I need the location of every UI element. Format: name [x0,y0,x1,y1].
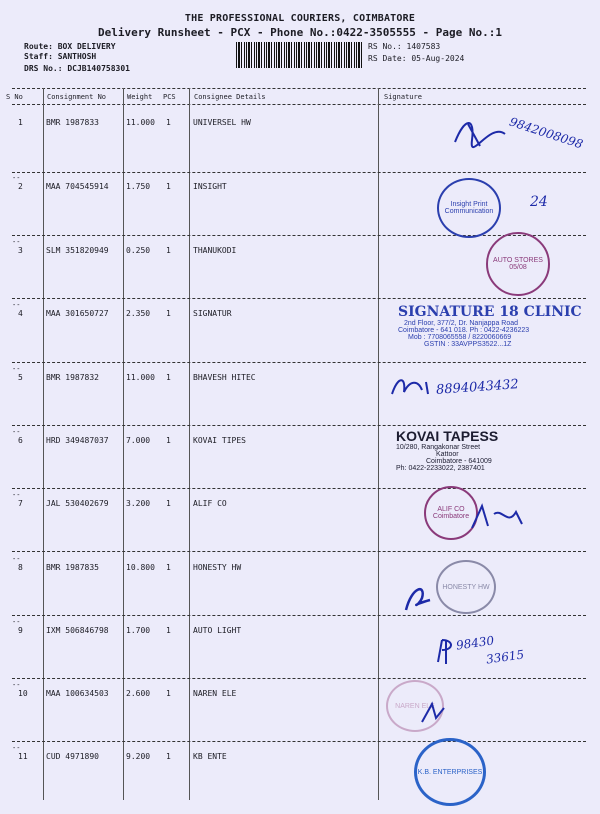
row-weight: 3.200 [126,499,151,508]
kb-enterprises-stamp: K.B. ENTERPRISES [414,738,486,806]
header-top-rule [12,88,586,89]
kovai-line1: 10/280, Rangakonar Street [396,444,481,451]
auto-stores-stamp-date: 05/08 [509,264,527,271]
rs-date: RS Date: 05-Aug-2024 [368,54,465,63]
row-consignment: CUD 4971890 [46,752,99,761]
row-weight: 11.000 [126,373,155,382]
row-rule [12,678,586,679]
row-consignment: BMR 1987835 [46,563,99,572]
col-header-consignment: Consignment No [47,93,107,101]
signature-scribble [468,500,528,534]
signature-scribble [418,698,448,726]
row-consignment: MAA 301650727 [46,309,109,318]
row-sno: 4 [18,309,23,318]
row-consignee: HONESTY HW [193,563,242,572]
clinic-line4: GSTIN : 33AVPPS3522...1Z [424,341,512,348]
staff-label: Staff: SANTHOSH [24,52,97,61]
company-title: THE PROFESSIONAL COURIERS, COIMBATORE [184,13,416,24]
row-consignment: SLM 351820949 [46,246,109,255]
row-weight: 1.700 [126,626,151,635]
signature-clinic-stamp [398,304,582,348]
row-rule [12,298,586,299]
row-pcs: 1 [166,563,171,572]
insight-stamp: Insight Print Communication [437,178,501,238]
row-dash-marker: -- [12,174,21,182]
row-consignment: BMR 1987833 [46,118,99,127]
row-consignee: KB ENTE [193,752,227,761]
row-consignee: NAREN ELE [193,689,237,698]
signature-scribble [388,372,438,402]
alif-stamp: ALIF CO Coimbatore [424,486,478,540]
row-rule [12,425,586,426]
row-dash-marker: -- [12,301,21,309]
col-header-weight: Weight [127,93,153,101]
row-consignee: AUTO LIGHT [193,626,242,635]
handwritten-phone: 98430 [455,633,495,653]
row-rule [12,172,586,173]
clinic-line1: 2nd Floor, 377/2, Dr. Nanjappa Road [404,320,519,327]
row-pcs: 1 [166,309,171,318]
kovai-line2: Kattoor [436,451,459,458]
row-pcs: 1 [166,373,171,382]
kovai-tapess-stamp [396,428,498,472]
row-sno: 8 [18,563,23,572]
row-dash-marker: -- [12,428,21,436]
row-consignee: UNIVERSEL HW [193,118,251,127]
row-pcs: 1 [166,182,171,191]
row-consignee: INSIGHT [193,182,227,191]
auto-stores-stamp-text: AUTO STORES [493,257,543,264]
row-consignment: IXM 506846798 [46,626,109,635]
row-rule [12,362,586,363]
clinic-line2: Coimbatore - 641 018. Ph : 0422-4236223 [398,327,530,334]
row-dash-marker: -- [12,238,21,246]
clinic-line3: Mob : 7708065558 / 8220060669 [408,334,512,341]
row-weight: 1.750 [126,182,151,191]
row-weight: 10.800 [126,563,155,572]
signature-scribble [434,636,458,666]
row-consignment: MAA 100634503 [46,689,109,698]
row-pcs: 1 [166,246,171,255]
row-pcs: 1 [166,436,171,445]
row-sno: 9 [18,626,23,635]
col-header-consignee: Consignee Details [194,93,266,101]
row-consignment: JAL 530402679 [46,499,109,508]
handwritten-note: 24 [530,194,548,210]
row-pcs: 1 [166,118,171,127]
row-pcs: 1 [166,499,171,508]
barcode [236,42,362,68]
row-sno: 1 [18,118,23,127]
handwritten-phone: 33615 [485,647,525,667]
row-weight: 2.600 [126,689,151,698]
row-dash-marker: -- [12,618,21,626]
drs-label: DRS No.: DCJB140758301 [24,64,130,73]
row-consignment: HRD 349487037 [46,436,109,445]
row-consignee: ALIF CO [193,499,227,508]
row-consignee: BHAVESH HITEC [193,373,256,382]
handwritten-phone: 8894043432 [435,377,520,398]
row-dash-marker: -- [12,365,21,373]
row-dash-marker: -- [12,681,21,689]
row-sno: 10 [18,689,28,698]
signature-scribble [450,112,510,152]
row-rule [12,551,586,552]
row-pcs: 1 [166,626,171,635]
row-consignee: SIGNATUR [193,309,232,318]
row-sno: 11 [18,752,28,761]
honesty-stamp: HONESTY HW [436,560,496,614]
row-weight: 0.250 [126,246,151,255]
row-consignee: KOVAI TIPES [193,436,246,445]
row-consignment: BMR 1987832 [46,373,99,382]
row-rule [12,488,586,489]
row-rule [12,741,586,742]
route-label: Route: BOX DELIVERY [24,42,116,51]
row-sno: 5 [18,373,23,382]
row-sno: 7 [18,499,23,508]
row-consignment: MAA 704545914 [46,182,109,191]
kovai-name: KOVAI TAPESS [396,428,499,444]
row-weight: 2.350 [126,309,151,318]
row-dash-marker: -- [12,744,21,752]
row-weight: 7.000 [126,436,151,445]
row-pcs: 1 [166,752,171,761]
rs-number: RS No.: 1407583 [368,42,441,51]
table-row [0,744,600,814]
auto-stores-stamp [486,232,550,296]
handwritten-phone: 9842008098 [507,114,585,152]
kovai-line4: Ph: 0422-2233022, 2387401 [396,465,485,472]
row-weight: 9.200 [126,752,151,761]
row-dash-marker: -- [12,555,21,563]
col-header-pcs: PCS [163,93,176,101]
row-pcs: 1 [166,689,171,698]
col-header-sno: S No [6,93,23,101]
row-sno: 6 [18,436,23,445]
runsheet-title: Delivery Runsheet - PCX - Phone No.:0422-3505555 - Page No.:1 [98,26,502,39]
row-rule [12,235,586,236]
row-sno: 2 [18,182,23,191]
header-bottom-rule [12,104,586,105]
signature-scribble [400,580,440,616]
row-sno: 3 [18,246,23,255]
row-rule [12,615,586,616]
clinic-name: SIGNATURE 18 CLINIC [398,304,582,320]
kovai-line3: Coimbatore - 641009 [426,458,492,465]
col-header-signature: Signature [384,93,422,101]
row-consignee: THANUKODI [193,246,237,255]
row-dash-marker: -- [12,491,21,499]
row-weight: 11.000 [126,118,155,127]
naren-stamp: NAREN ELE [386,680,444,732]
